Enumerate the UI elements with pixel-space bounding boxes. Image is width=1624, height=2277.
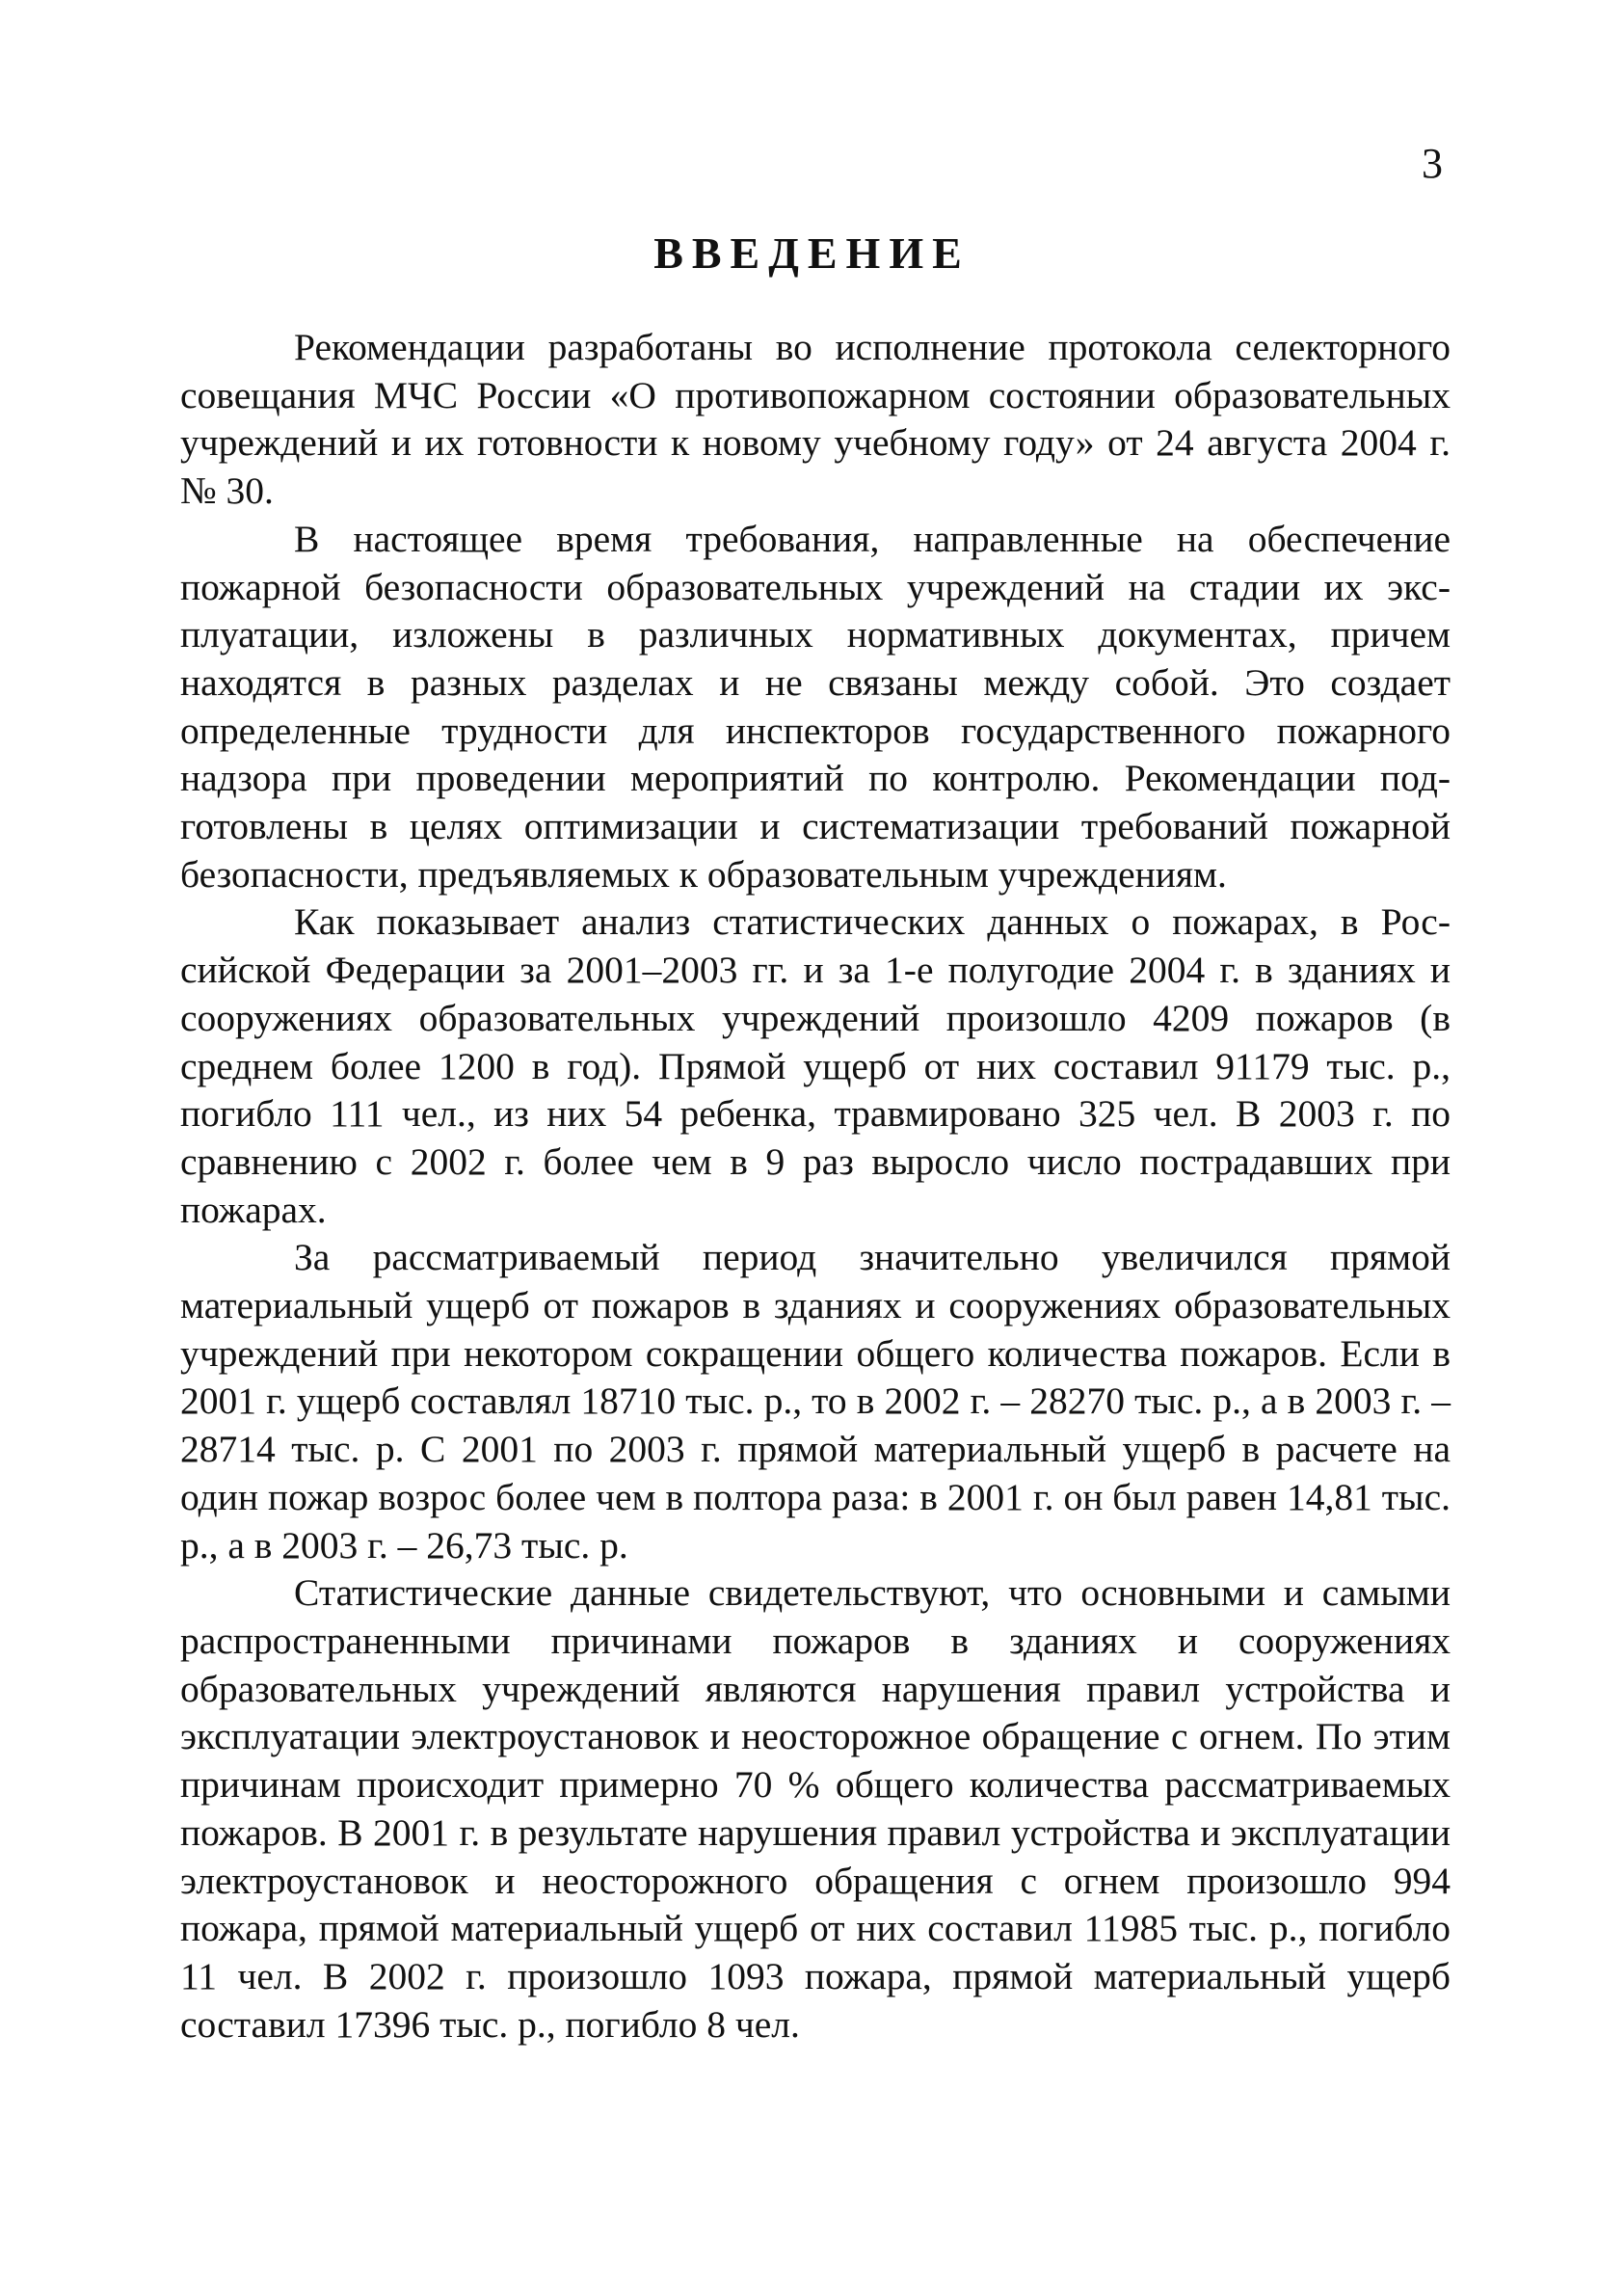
paragraph-4: За рассматриваемый период значительно увеличился прямой материальный ущерб от пожаров в зданиях и сооружениях образовательных учреждений при некотором сокращении общего количества пожаров. Если в 2001 г. ущерб составлял 18710 тыс. р., то в 2002 г. – 28270 тыс. р., а в 2003 г. – 28714 тыс. р. С 2001 по 2003 г. прямой материальный ущерб в расчете на один пожар возрос более чем в полтора раза: в 2001 г. он был равен 14,81 тыс. р., а в 2003 г. – 26,73 тыс. р.: [180, 1236, 1451, 1567]
paragraph-1: Рекомендации разработаны во исполнение протокола селекторного совещания МЧС России «О противопожарном состоянии образовательных учреждений и их готовности к новому учебному году» от 24 августа 2004 г. № 30.: [180, 326, 1451, 513]
body-text: [180, 324, 1451, 2049]
paragraph-5: Статистические данные свидетельствуют, что основными и самыми распространенными причинами пожаров в зданиях и сооружениях образовательных учреждений являются нарушения правил устройства и эксплуатации электроустановок и неосторожное обращение с огнем. По этим причинам происходит примерно 70 % общего количества рассматриваемых пожаров. В 2001 г. в результате нарушения правил устройства и эксплуатации электроустановок и неосторожного обращения с огнем произошло 994 пожара, прямой материальный ущерб от них составил 11985 тыс. р., погибло 11 чел. В 2002 г. произошло 1093 пожара, прямой материальный ущерб составил 17396 тыс. р., погибло 8 чел.: [180, 1571, 1451, 2046]
paragraph-3: Как показывает анализ статистических данных о пожарах, в Российской Федерации за 2001–2003 гг. и за 1-е полугодие 2004 г. в зданиях и сооружениях образовательных учреждений произошло 4209 пожаров (в среднем более 1200 в год). Прямой ущерб от них составил 91179 тыс. р., погибло 111 чел., из них 54 ребенка, травмировано 325 чел. В 2003 г. по сравнению с 2002 г. более чем в 9 раз выросло число пострадавших при пожарах.: [180, 900, 1451, 1231]
section-title: ВВЕДЕНИЕ: [653, 228, 971, 278]
page-number: 3: [1422, 140, 1443, 187]
paragraph-2: В настоящее время требования, направленные на обеспечение пожарной безопасности образовательных учреждений на стадии их эксплуатации, изложены в различных нормативных документах, причем находятся в разных разделах и не связаны между собой. Это создает определенные трудности для инспекторов государственного пожарного надзора при проведении мероприятий по контролю. Рекомендации подготовлены в целях оптимизации и систематизации требований пожарной безопасности, предъявляемых к образовательным учреждениям.: [180, 517, 1451, 896]
